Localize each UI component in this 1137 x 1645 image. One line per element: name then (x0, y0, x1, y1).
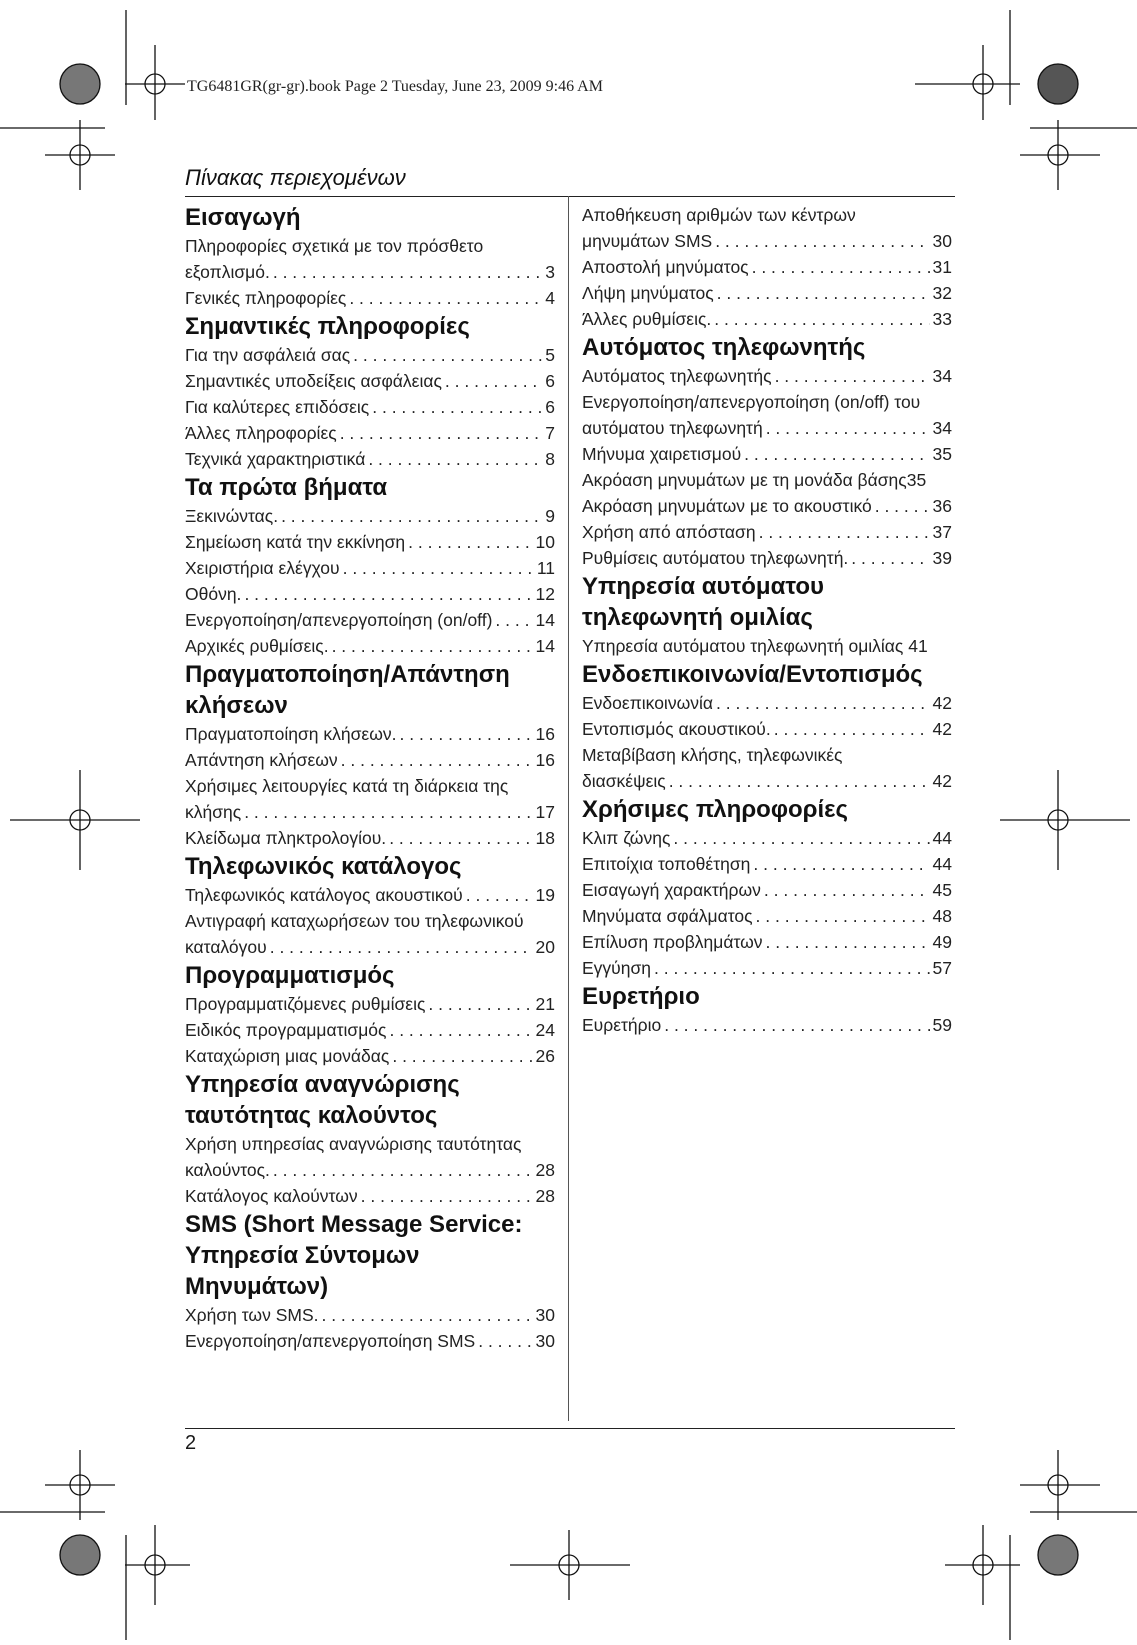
toc-entry-text: Εισαγωγή χαρακτήρων (582, 880, 761, 900)
toc-entry-text: Επιτοίχια τοποθέτηση (582, 854, 751, 874)
toc-entry[interactable] (185, 1328, 555, 1354)
toc-entry-text: Σημαντικές υποδείξεις ασφάλειας (185, 371, 442, 391)
dot-leader (669, 768, 930, 794)
toc-entry[interactable] (582, 519, 952, 545)
toc-entry[interactable] (582, 363, 952, 389)
toc-page-number: 14 (535, 636, 555, 656)
toc-page-number: 48 (932, 906, 952, 926)
dot-leader (349, 285, 542, 311)
section-heading (185, 202, 555, 233)
toc-entry-text: Μηνύματα σφάλματος (582, 906, 753, 926)
dot-leader (716, 690, 930, 716)
section-heading (582, 571, 952, 633)
toc-page-number: 35 (932, 444, 952, 464)
toc-entry-text: Ενεργοποίηση/απενεργοποίηση SMS (185, 1331, 476, 1351)
dot-leader (875, 493, 930, 519)
section-heading-line: Πραγματοποίηση/Απάντηση (185, 661, 510, 688)
dot-leader (715, 228, 929, 254)
toc-page-number: 9 (545, 506, 555, 526)
dot-leader (361, 1183, 533, 1209)
section-heading-line: Εισαγωγή (185, 204, 301, 231)
toc-entry-text: Άλλες πληροφορίες (185, 423, 337, 443)
toc-entry[interactable] (582, 280, 952, 306)
dot-leader (654, 955, 930, 981)
toc-entry-text: Άλλες ρυθμίσεις. (582, 309, 712, 329)
section-heading-line: Ευρετήριο (582, 983, 700, 1010)
toc-entry-text: εξοπλισμό. (185, 262, 270, 282)
dot-leader (753, 851, 929, 877)
toc-page-number: 17 (535, 802, 555, 822)
section-heading (582, 332, 952, 363)
section-heading-line: Μηνυμάτων) (185, 1273, 329, 1300)
section-heading-line: ταυτότητας καλούντος (185, 1102, 438, 1129)
toc-entry-text: Ακρόαση μηνυμάτων με το ακουστικό (582, 496, 872, 516)
toc-entry-text: Προγραμματιζόμενες ρυθμίσεις (185, 994, 426, 1014)
section-heading (185, 851, 555, 882)
toc-entry-text: Οθόνη. (185, 584, 242, 604)
toc-entry[interactable] (185, 420, 555, 446)
toc-entry[interactable] (185, 1017, 555, 1043)
toc-entry[interactable] (582, 690, 952, 716)
toc-entry[interactable] (185, 721, 555, 747)
dot-leader (389, 825, 532, 851)
section-heading-line: Προγραμματισμός (185, 962, 395, 989)
dot-leader (752, 254, 930, 280)
toc-page-number: 32 (932, 283, 952, 303)
toc-entry-text: Για καλύτερες επιδόσεις (185, 397, 370, 417)
toc-page-number: 20 (535, 937, 555, 957)
toc-entry-text: Εγγύηση (582, 958, 652, 978)
dot-leader (495, 607, 532, 633)
dot-leader (368, 446, 542, 472)
toc-page-number: 5 (545, 345, 555, 365)
toc-page-number: 26 (535, 1046, 555, 1066)
section-heading-line: Ενδοεπικοινωνία/Εντοπισμός (582, 661, 923, 688)
toc-entry[interactable] (185, 394, 555, 420)
toc-page-number: 45 (932, 880, 952, 900)
toc-page-number: 19 (535, 885, 555, 905)
dot-leader (428, 991, 532, 1017)
toc-page-number: 11 (536, 558, 555, 578)
toc-page-number: 14 (535, 610, 555, 630)
section-heading (185, 311, 555, 342)
column-divider (568, 196, 569, 1421)
toc-entry-text: Τηλεφωνικός κατάλογος ακουστικού (185, 885, 463, 905)
toc-page-number: 28 (535, 1186, 555, 1206)
toc-entry-text: καλούντος. (185, 1160, 270, 1180)
toc-entry[interactable] (185, 747, 555, 773)
toc-entry-text: Τεχνικά χαρακτηριστικά (185, 449, 366, 469)
toc-entry[interactable] (185, 882, 555, 908)
dot-leader (664, 1012, 929, 1038)
dot-leader (270, 934, 533, 960)
toc-entry-text: Γενικές πληροφορίες (185, 288, 347, 308)
toc-page-number: 30 (535, 1331, 555, 1351)
toc-entry[interactable] (185, 1302, 555, 1328)
dot-leader (341, 747, 533, 773)
dot-leader (466, 882, 533, 908)
toc-entry-text: διασκέψεις (582, 771, 666, 791)
toc-entry[interactable] (185, 233, 555, 285)
toc-entry[interactable] (582, 306, 952, 332)
toc-page-number: 16 (535, 724, 555, 744)
print-header: TG6481GR(gr-gr).book Page 2 Tuesday, June 23, 2009 9:46 AM (187, 78, 603, 95)
title-rule (185, 196, 955, 197)
section-heading (582, 981, 952, 1012)
toc-entry-text: Ενδοεπικοινωνία (582, 693, 713, 713)
toc-page-number: 10 (535, 532, 555, 552)
dot-leader (321, 1302, 532, 1328)
toc-page-number: 30 (932, 231, 952, 251)
toc-entry-text: Χρήση από απόσταση (582, 522, 756, 542)
toc-right-column (582, 202, 952, 1038)
toc-page-number: 42 (932, 693, 952, 713)
section-heading-line: Τα πρώτα βήματα (185, 474, 388, 501)
toc-entry[interactable] (185, 581, 555, 607)
toc-entry[interactable] (582, 903, 952, 929)
toc-entry[interactable] (185, 503, 555, 529)
toc-entry[interactable] (185, 633, 555, 659)
section-heading-line: Υπηρεσία αναγνώρισης (185, 1071, 460, 1098)
dot-leader (244, 581, 532, 607)
toc-entry-text: Αρχικές ρυθμίσεις. (185, 636, 329, 656)
toc-entry-text: Κλιπ ζώνης (582, 828, 671, 848)
toc-page-number: 7 (545, 423, 555, 443)
toc-entry[interactable] (582, 716, 952, 742)
toc-entry-text: Εντοπισμός ακουστικού. (582, 719, 771, 739)
toc-entry-text: Απάντηση κλήσεων (185, 750, 338, 770)
toc-entry-text: Ενεργοποίηση/απενεργοποίηση (on/off) (185, 610, 493, 630)
toc-entry[interactable] (582, 955, 952, 981)
dot-leader (372, 394, 542, 420)
toc-page-number: 8 (545, 449, 555, 469)
toc-page-number: 34 (932, 366, 952, 386)
section-heading-line: Υπηρεσία Σύντομων (185, 1242, 420, 1269)
toc-entry[interactable] (185, 342, 555, 368)
dot-leader (759, 519, 930, 545)
toc-page-number: 37 (932, 522, 952, 542)
toc-entry[interactable] (582, 202, 952, 254)
toc-entry[interactable] (185, 908, 555, 960)
toc-entry[interactable] (582, 825, 952, 851)
toc-page-number: 44 (932, 854, 952, 874)
toc-page-number: 12 (535, 584, 555, 604)
toc-entry-text: Αποθήκευση αριθμών των κέντρων (582, 205, 856, 225)
toc-entry-text: Μήνυμα χαιρετισμού (582, 444, 742, 464)
toc-entry[interactable] (582, 441, 952, 467)
toc-page-number: 6 (545, 371, 555, 391)
toc-page-number: 3 (545, 262, 555, 282)
toc-entry[interactable] (185, 1183, 555, 1209)
toc-entry-text: Κατάλογος καλούντων (185, 1186, 358, 1206)
dot-leader (714, 306, 929, 332)
section-heading-line: Αυτόματος τηλεφωνητής (582, 334, 866, 361)
toc-entry[interactable] (185, 368, 555, 394)
toc-entry-text: Ευρετήριο (582, 1015, 662, 1035)
toc-entry[interactable] (582, 545, 952, 571)
toc-entry-text: Σημείωση κατά την εκκίνηση (185, 532, 406, 552)
dot-leader (774, 716, 930, 742)
section-heading-line: SMS (Short Message Service: (185, 1211, 523, 1238)
section-heading (185, 960, 555, 991)
toc-entry-text: Χειριστήρια ελέγχου (185, 558, 340, 578)
dot-leader (775, 363, 930, 389)
toc-page-number: 6 (545, 397, 555, 417)
section-heading (185, 1069, 555, 1131)
toc-entry[interactable] (582, 851, 952, 877)
toc-entry[interactable] (582, 877, 952, 903)
dot-leader (408, 529, 532, 555)
dot-leader (332, 633, 533, 659)
toc-entry[interactable] (185, 1131, 555, 1183)
section-heading-line: Χρήσιμες πληροφορίες (582, 796, 849, 823)
dot-leader (766, 415, 930, 441)
toc-page-number: 49 (932, 932, 952, 952)
toc-entry[interactable] (185, 555, 555, 581)
toc-entry-text: μηνυμάτων SMS (582, 231, 713, 251)
dot-leader (673, 825, 929, 851)
toc-entry[interactable] (582, 1012, 952, 1038)
section-heading (582, 794, 952, 825)
toc-entry-text: καταλόγου (185, 937, 267, 957)
toc-entry-text: Ρυθμίσεις αυτόματου τηλεφωνητή. (582, 548, 849, 568)
toc-page-number: 28 (535, 1160, 555, 1180)
toc-entry[interactable] (185, 529, 555, 555)
section-heading (185, 1209, 555, 1302)
toc-page-number: 18 (535, 828, 555, 848)
dot-leader (851, 545, 929, 571)
toc-entry[interactable] (582, 493, 952, 519)
dot-leader (392, 1043, 532, 1069)
section-heading-line: Σημαντικές πληροφορίες (185, 313, 470, 340)
toc-page-number: 16 (535, 750, 555, 770)
toc-entry-text: Ενεργοποίηση/απενεργοποίηση (on/off) του (582, 392, 921, 412)
toc-page-number: 34 (932, 418, 952, 438)
dot-leader (389, 1017, 532, 1043)
toc-page-number: 30 (535, 1305, 555, 1325)
toc-entry[interactable] (582, 742, 952, 794)
toc-entry-text: κλήσης (185, 802, 242, 822)
toc-page-number: 31 (932, 257, 952, 277)
toc-entry[interactable] (185, 825, 555, 851)
toc-page-number: 57 (932, 958, 952, 978)
toc-page-number: 44 (932, 828, 952, 848)
toc-page-number: 39 (932, 548, 952, 568)
dot-leader (766, 929, 930, 955)
dot-leader (717, 280, 930, 306)
dot-leader (445, 368, 542, 394)
toc-entry-text: Ξεκινώντας. (185, 506, 279, 526)
toc-page-number: 4 (545, 288, 555, 308)
dot-leader (478, 1328, 532, 1354)
toc-entry[interactable] (185, 773, 555, 825)
section-heading-line: τηλεφωνητή ομιλίας (582, 604, 813, 631)
page-title: Πίνακας περιεχομένων (185, 165, 406, 190)
dot-leader (353, 342, 542, 368)
dot-leader (340, 420, 543, 446)
toc-entry-text: Αντιγραφή καταχωρήσεων του τηλεφωνικού (185, 911, 524, 931)
section-heading (185, 472, 555, 503)
toc-entry-text: Αυτόματος τηλεφωνητής (582, 366, 772, 386)
toc-entry-text: Χρήση υπηρεσίας αναγνώρισης ταυτότητας (185, 1134, 522, 1154)
toc-page-number: 24 (535, 1020, 555, 1040)
toc-entry-text: Λήψη μηνύματος (582, 283, 714, 303)
toc-entry[interactable] (185, 991, 555, 1017)
dot-leader (273, 259, 542, 285)
dot-leader (281, 503, 542, 529)
section-heading-line: Τηλεφωνικός κατάλογος (185, 853, 462, 880)
toc-left-column (185, 202, 555, 1354)
dot-leader (744, 441, 929, 467)
section-heading-line: Υπηρεσία αυτόματου (582, 573, 824, 600)
toc-page-number: 59 (932, 1015, 952, 1035)
toc-entry[interactable]: Ακρόαση μηνυμάτων με τη μονάδα βάσης35 (582, 470, 927, 490)
toc-entry-text: αυτόματου τηλεφωνητή (582, 418, 763, 438)
toc-page-number: 21 (535, 994, 555, 1014)
section-heading (582, 659, 952, 690)
toc-entry-text: Μεταβίβαση κλήσης, τηλεφωνικές (582, 745, 843, 765)
section-heading (185, 659, 555, 721)
dot-leader (400, 721, 533, 747)
toc-entry[interactable] (582, 254, 952, 280)
toc-entry[interactable]: Υπηρεσία αυτόματου τηλεφωνητή ομιλίας 41 (582, 636, 928, 656)
toc-entry[interactable] (185, 1043, 555, 1069)
toc-entry[interactable] (185, 607, 555, 633)
section-heading-line: κλήσεων (185, 692, 288, 719)
toc-entry-text: Πληροφορίες σχετικά με τον πρόσθετο (185, 236, 484, 256)
dot-leader (756, 903, 930, 929)
dot-leader (244, 799, 532, 825)
dot-leader (273, 1157, 533, 1183)
toc-entry[interactable] (185, 285, 555, 311)
toc-page-number: 36 (932, 496, 952, 516)
toc-entry[interactable] (185, 446, 555, 472)
dot-leader (764, 877, 930, 903)
toc-entry-text: Καταχώριση μιας μονάδας (185, 1046, 390, 1066)
toc-entry-text: Χρήσιμες λειτουργίες κατά τη διάρκεια της (185, 776, 509, 796)
toc-page-number: 42 (932, 719, 952, 739)
toc-entry-text: Αποστολή μηνύματος (582, 257, 749, 277)
toc-entry-text: Ειδικός προγραμματισμός (185, 1020, 387, 1040)
toc-entry-text: Πραγματοποίηση κλήσεων. (185, 724, 397, 744)
toc-entry-text: Για την ασφάλειά σας (185, 345, 351, 365)
toc-page-number: 33 (932, 309, 952, 329)
dot-leader (343, 555, 534, 581)
toc-entry[interactable] (582, 929, 952, 955)
page-number: 2 (185, 1432, 197, 1454)
toc-entry-text: Επίλυση προβλημάτων (582, 932, 763, 952)
toc-entry[interactable] (582, 389, 952, 441)
toc-entry-text: Κλείδωμα πληκτρολογίου. (185, 828, 387, 848)
toc-page-number: 42 (932, 771, 952, 791)
footer-rule (185, 1428, 955, 1429)
toc-entry-text: Χρήση των SMS. (185, 1305, 319, 1325)
